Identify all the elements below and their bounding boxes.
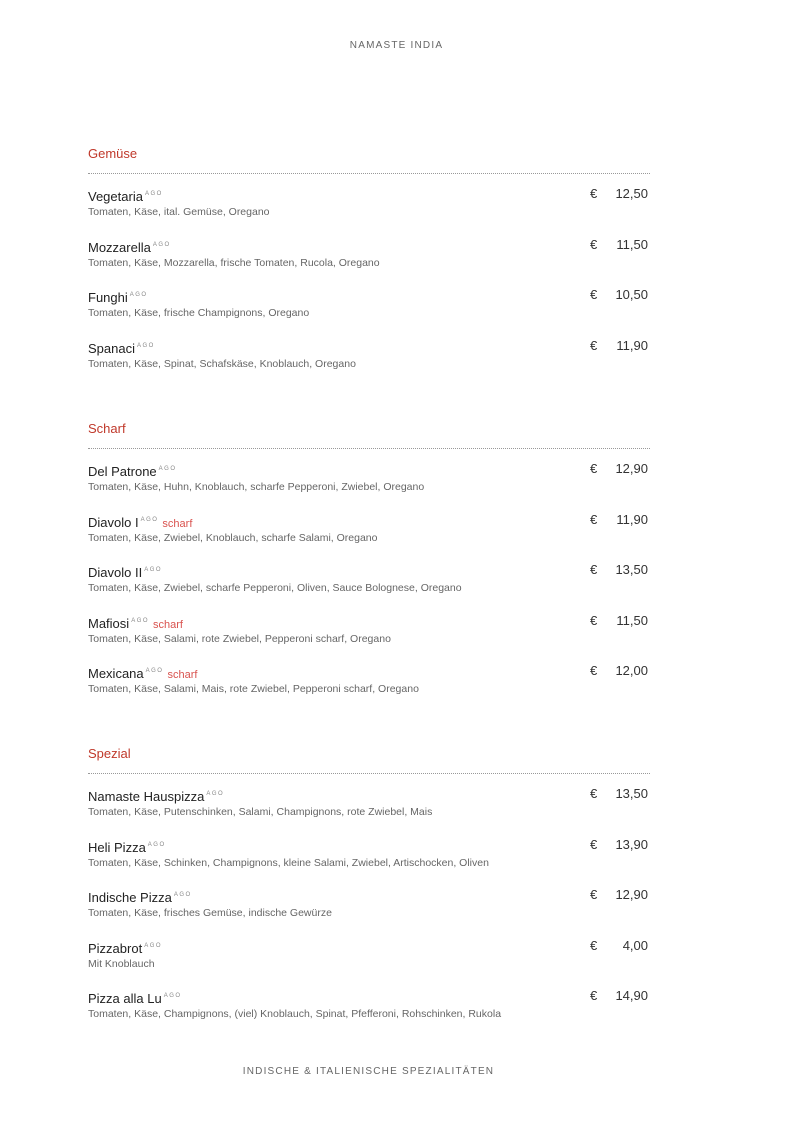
item-price: 13,50 <box>615 786 648 801</box>
page-footer-text: INDISCHE & ITALIENISCHE SPEZIALITÄTEN <box>242 1066 495 1077</box>
item-price: 12,00 <box>615 663 648 679</box>
currency-symbol: € <box>590 562 598 578</box>
item-price: 12,90 <box>615 887 648 903</box>
item-description: Tomaten, Käse, Salami, rote Zwiebel, Pepperoni scharf, Oregano <box>88 632 391 645</box>
item-list <box>88 184 650 386</box>
currency-symbol: € <box>590 988 598 1004</box>
menu-item <box>88 611 650 662</box>
currency-symbol: € <box>590 337 598 353</box>
section-title: Gemüse <box>88 146 138 161</box>
item-name: Mafiosi <box>88 615 130 631</box>
currency-symbol: € <box>590 836 598 852</box>
menu-item <box>88 986 650 1037</box>
item-description: Tomaten, Käse, Mozzarella, frische Tomaten, Rucola, Oregano <box>88 256 380 269</box>
spicy-label: scharf <box>167 669 198 682</box>
item-description: Mit Knoblauch <box>88 957 155 970</box>
item-description: Tomaten, Käse, Salami, Mais, rote Zwiebel, Pepperoni scharf, Oregano <box>88 683 419 696</box>
currency-symbol: € <box>590 612 598 628</box>
item-price: 13,50 <box>615 562 648 578</box>
section-spezial <box>88 744 650 1037</box>
item-description: Tomaten, Käse, Schinken, Champignons, kleine Salami, Zwiebel, Artischocken, Oliven <box>88 856 489 869</box>
menu-item <box>88 510 650 561</box>
section-divider <box>88 448 650 449</box>
allergen-tags: AGO <box>131 617 150 624</box>
page-header-title: NAMASTE INDIA <box>349 40 444 51</box>
item-description: Tomaten, Käse, Spinat, Schafskäse, Knoblauch, Oregano <box>88 357 356 370</box>
item-description: Tomaten, Käse, Putenschinken, Salami, Champignons, rote Zwiebel, Mais <box>88 806 433 818</box>
menu-item <box>88 459 650 510</box>
currency-symbol: € <box>590 937 598 953</box>
item-name: Pizzabrot <box>88 940 143 956</box>
item-description: Tomaten, Käse, Zwiebel, Knoblauch, scharfe Salami, Oregano <box>88 531 378 544</box>
allergen-tags: AGO <box>129 292 148 299</box>
item-name: Funghi <box>88 290 128 306</box>
allergen-tags: AGO <box>140 516 159 523</box>
currency-symbol: € <box>590 236 598 252</box>
currency-symbol: € <box>590 786 598 801</box>
item-list <box>88 459 650 712</box>
currency-symbol: € <box>590 663 598 679</box>
item-name: Mozzarella <box>88 239 151 255</box>
menu-item <box>88 560 650 611</box>
allergen-tags: AGO <box>136 342 155 349</box>
item-price: 12,50 <box>615 186 648 201</box>
menu-item <box>88 235 650 286</box>
allergen-tags: AGO <box>173 892 192 899</box>
currency-symbol: € <box>590 511 598 527</box>
item-description: Tomaten, Käse, frisches Gemüse, indische Gewürze <box>88 907 332 920</box>
item-name: Heli Pizza <box>88 839 146 855</box>
menu-item <box>88 885 650 936</box>
item-description: Tomaten, Käse, Huhn, Knoblauch, scharfe Pepperoni, Zwiebel, Oregano <box>88 481 425 493</box>
item-name: Vegetaria <box>88 189 143 204</box>
item-name: Namaste Hauspizza <box>88 789 205 804</box>
section-title: Scharf <box>88 421 126 436</box>
item-price: 11,50 <box>616 236 648 252</box>
item-price: 11,90 <box>616 511 648 527</box>
section-title: Spezial <box>88 746 131 761</box>
allergen-tags: AGO <box>144 942 163 949</box>
section-divider <box>88 173 650 174</box>
item-description: Tomaten, Käse, Champignons, (viel) Knoblauch, Spinat, Pfefferoni, Rohschinken, Rukola <box>88 1008 502 1021</box>
item-price: 4,00 <box>622 937 648 953</box>
item-description: Tomaten, Käse, Zwiebel, scharfe Pepperoni, Oliven, Sauce Bolognese, Oregano <box>88 582 462 595</box>
item-price: 14,90 <box>615 988 648 1004</box>
item-name: Pizza alla Lu <box>88 991 162 1007</box>
item-price: 13,90 <box>615 836 648 852</box>
item-name: Spanaci <box>88 340 135 356</box>
spicy-label: scharf <box>162 517 193 530</box>
allergen-tags: AGO <box>206 791 225 797</box>
menu-item <box>88 285 650 336</box>
currency-symbol: € <box>590 287 598 303</box>
item-name: Indische Pizza <box>88 890 172 906</box>
allergen-tags: AGO <box>147 841 166 848</box>
allergen-tags: AGO <box>152 241 171 248</box>
allergen-tags: AGO <box>144 567 163 574</box>
menu-item <box>88 336 650 387</box>
item-price: 11,50 <box>616 612 648 628</box>
section-gemuese <box>88 144 650 386</box>
menu-item <box>88 835 650 886</box>
section-scharf <box>88 419 650 712</box>
spicy-label: scharf <box>153 618 183 631</box>
allergen-tags: AGO <box>158 466 177 472</box>
menu-item <box>88 661 650 712</box>
section-divider <box>88 773 650 774</box>
item-description: Tomaten, Käse, ital. Gemüse, Oregano <box>88 206 270 218</box>
item-name: Mexicana <box>88 666 144 682</box>
menu-item <box>88 784 650 835</box>
item-description: Tomaten, Käse, frische Champignons, Oregano <box>88 307 310 320</box>
item-name: Del Patrone <box>88 464 157 479</box>
menu-item <box>88 184 650 235</box>
allergen-tags: AGO <box>145 668 164 675</box>
item-price: 12,90 <box>615 461 648 476</box>
item-name: Diavolo I <box>88 514 139 530</box>
item-price: 10,50 <box>615 287 648 303</box>
item-price: 11,90 <box>616 337 648 353</box>
allergen-tags: AGO <box>163 993 182 1000</box>
currency-symbol: € <box>590 461 598 476</box>
allergen-tags: AGO <box>144 191 163 197</box>
item-list <box>88 784 650 1037</box>
menu-item <box>88 936 650 987</box>
currency-symbol: € <box>590 186 598 201</box>
currency-symbol: € <box>590 887 598 903</box>
item-name: Diavolo II <box>88 565 143 581</box>
